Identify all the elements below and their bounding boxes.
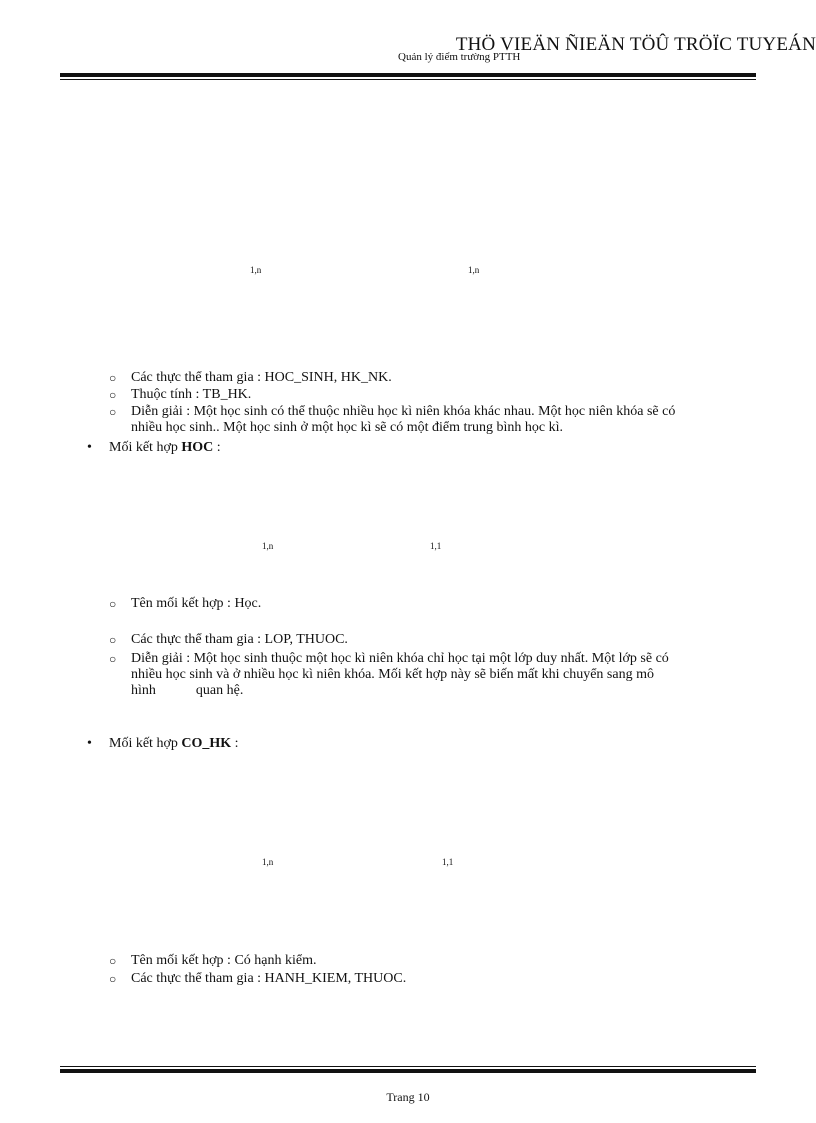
list-item: Các thực thể tham gia : HOC_SINH, HK_NK. [131,370,392,385]
description-line: nhiều học sinh.. Một học sinh ở một học kì sẽ có một điểm trung bình học kì. [131,420,564,435]
description-line: hình [131,683,156,698]
description-line: Diễn giải : Một học sinh có thể thuộc nhiều học kì niên khóa khác nhau. Một học niên khóa sẽ có [131,404,676,419]
diagram3-cardinality-right: 1,1 [442,857,454,867]
list-item: Các thực thể tham gia : HANH_KIEM, THUOC. [131,971,407,986]
sub-bullet-icon: ○ [109,597,117,611]
bullet-icon: • [87,440,92,455]
diagram1-cardinality-right: 1,n [468,265,480,275]
diagram2-cardinality-left: 1,n [262,541,274,551]
sub-bullet-icon: ○ [109,652,117,666]
sub-bullet-icon: ○ [109,633,117,647]
sub-bullet-icon: ○ [109,388,117,402]
footer-rule-thin [60,1066,756,1067]
list-item [131,404,756,436]
sub-bullet-icon: ○ [109,972,117,986]
sub-bullet-icon: ○ [109,371,117,385]
description-line: quan hệ. [195,683,244,698]
diagram3-cardinality-left: 1,n [262,857,274,867]
diagram2-cardinality-right: 1,1 [430,541,442,551]
list-item: Thuộc tính : TB_HK. [131,387,252,402]
description-line: nhiều học sinh và ở nhiều học kì niên khóa. Mối kết hợp này sẽ biến mất khi chuyển sang mô [131,667,654,682]
section-title: Mối kết hợp CO_HK : [109,736,239,751]
page-number: Trang 10 [386,1090,430,1104]
list-item [131,651,756,699]
list-item: Tên mối kết hợp : Có hạnh kiểm. [131,953,317,968]
sub-bullet-icon: ○ [109,954,117,968]
header-rule-thick [60,73,756,77]
list-item: Tên mối kết hợp : Học. [131,596,262,611]
list-item: Các thực thể tham gia : LOP, THUOC. [131,632,348,647]
sub-bullet-icon: ○ [109,405,117,419]
watermark-title: THÖ VIEÄN ÑIEÄN TÖÛ TRÖÏC TUYEÁN [455,34,816,55]
header-subtitle: Quản lý điểm trường PTTH [398,51,521,63]
section-title: Mối kết hợp HOC : [109,440,221,455]
header-rule-thin [60,79,756,80]
footer-rule-thick [60,1069,756,1073]
diagram1-cardinality-left: 1,n [250,265,262,275]
bullet-icon: • [87,736,92,751]
description-line: Diễn giải : Một học sinh thuộc một học kì niên khóa chỉ học tại một lớp duy nhất. Một lớp sẽ có [131,651,669,666]
